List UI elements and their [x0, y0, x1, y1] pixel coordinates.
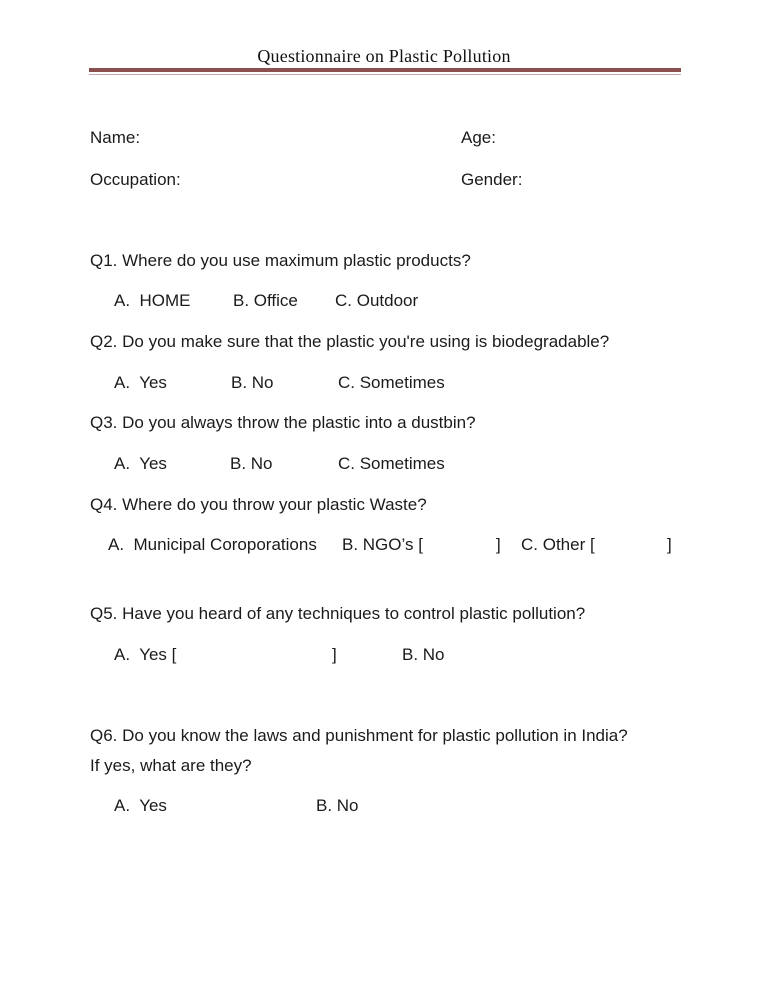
question-1: Q1. Where do you use maximum plastic products? [90, 251, 471, 270]
question-3: Q3. Do you always throw the plastic into a dustbin? [90, 413, 476, 432]
q4-option-c[interactable]: C. Other [ [521, 535, 595, 554]
q3-option-b[interactable]: B. No [230, 454, 273, 473]
q2-option-b[interactable]: B. No [231, 373, 274, 392]
page-title: Questionnaire on Plastic Pollution [257, 46, 511, 66]
q4-option-b-bracket-close: ] [496, 535, 501, 554]
q1-option-a[interactable]: A. HOME [114, 291, 191, 310]
q4-option-b[interactable]: B. NGO’s [ [342, 535, 423, 554]
q3-option-c[interactable]: C. Sometimes [338, 454, 445, 473]
title-underline-thin [89, 74, 681, 75]
q6-option-a[interactable]: A. Yes [114, 796, 167, 815]
q5-option-b[interactable]: B. No [402, 645, 445, 664]
q6-option-b[interactable]: B. No [316, 796, 359, 815]
q1-option-b[interactable]: B. Office [233, 291, 298, 310]
q1-option-c[interactable]: C. Outdoor [335, 291, 419, 310]
question-5: Q5. Have you heard of any techniques to control plastic pollution? [90, 604, 586, 623]
name-label: Name: [90, 128, 141, 147]
age-label: Age: [461, 128, 496, 147]
q5-option-a-bracket-close: ] [332, 645, 337, 664]
question-4: Q4. Where do you throw your plastic Waste? [90, 495, 427, 514]
question-6-line-1: Q6. Do you know the laws and punishment for plastic pollution in India? [90, 726, 628, 745]
question-2: Q2. Do you make sure that the plastic you're using is biodegradable? [90, 332, 610, 351]
q4-option-c-bracket-close: ] [667, 535, 672, 554]
gender-label: Gender: [461, 170, 523, 189]
occupation-label: Occupation: [90, 170, 181, 189]
q2-option-c[interactable]: C. Sometimes [338, 373, 445, 392]
q2-option-a[interactable]: A. Yes [114, 373, 167, 392]
q4-option-a[interactable]: A. Municipal Coroporations [108, 535, 317, 554]
title-underline [89, 68, 681, 72]
q3-option-a[interactable]: A. Yes [114, 454, 167, 473]
question-6-line-2: If yes, what are they? [90, 756, 252, 775]
q5-option-a[interactable]: A. Yes [ [114, 645, 177, 664]
